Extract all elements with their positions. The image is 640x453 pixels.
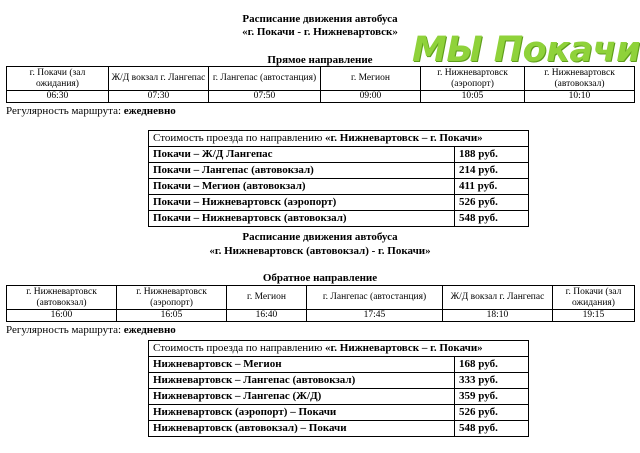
stop-cell: г. Нижневартовск (автовокзал) <box>525 67 635 91</box>
stop-cell: г. Нижневартовск (аэропорт) <box>421 67 525 91</box>
schedule-table-forward <box>6 66 635 103</box>
fare-header <box>149 131 529 147</box>
fare-route: Покачи – Ж/Д Лангепас <box>149 147 455 163</box>
time-cell: 19:15 <box>553 310 635 322</box>
fare-price: 188 руб. <box>455 147 529 163</box>
schedule-title-forward: Расписание движения автобуса <box>242 13 398 25</box>
time-cell: 16:40 <box>227 310 307 322</box>
fare-table-forward <box>148 130 529 227</box>
fare-table-back <box>148 340 529 437</box>
fare-row <box>149 163 529 179</box>
time-cell: 07:50 <box>209 91 321 103</box>
stop-cell: Ж/Д вокзал г. Лангепас <box>443 286 553 310</box>
schedule-table-back <box>6 285 635 322</box>
fare-header <box>149 341 529 357</box>
route-name-forward: «г. Покачи - г. Нижневартовск» <box>242 26 398 38</box>
stop-cell: г. Нижневартовск (аэропорт) <box>117 286 227 310</box>
fare-price: 548 руб. <box>455 421 529 437</box>
route-name-back: «г. Нижневартовск (автовокзал) - г. Покачи» <box>209 245 431 257</box>
regularity-forward <box>6 105 176 117</box>
fare-header-prefix: Стоимость проезда по направлению <box>153 132 323 144</box>
regularity-value: ежедневно <box>123 324 176 336</box>
fare-price: 359 руб. <box>455 389 529 405</box>
time-cell: 06:30 <box>7 91 109 103</box>
stop-cell: г. Покачи (зал ожидания) <box>7 67 109 91</box>
fare-row <box>149 211 529 227</box>
time-cell: 09:00 <box>321 91 421 103</box>
fare-price: 214 руб. <box>455 163 529 179</box>
time-cell: 18:10 <box>443 310 553 322</box>
direction-forward: Прямое направление <box>267 54 373 66</box>
fare-header-route: «г. Нижневартовск – г. Покачи» <box>325 132 483 144</box>
time-cell: 16:05 <box>117 310 227 322</box>
time-cell: 16:00 <box>7 310 117 322</box>
time-cell: 10:05 <box>421 91 525 103</box>
fare-row <box>149 405 529 421</box>
fare-price: 548 руб. <box>455 211 529 227</box>
fare-route: Покачи – Нижневартовск (автовокзал) <box>149 211 455 227</box>
stop-cell: г. Лангепас (автостанция) <box>307 286 443 310</box>
time-cell: 17:45 <box>307 310 443 322</box>
stop-cell: г. Мегион <box>227 286 307 310</box>
regularity-back <box>6 324 176 336</box>
time-cell: 10:10 <box>525 91 635 103</box>
fare-row <box>149 389 529 405</box>
fare-route: Покачи – Лангепас (автовокзал) <box>149 163 455 179</box>
regularity-label: Регулярность маршрута: <box>6 324 122 336</box>
my-pokachi-logo: МЫ Покачи <box>412 30 640 70</box>
fare-price: 333 руб. <box>455 373 529 389</box>
fare-row <box>149 147 529 163</box>
fare-price: 526 руб. <box>455 405 529 421</box>
regularity-value: ежедневно <box>123 105 176 117</box>
direction-back: Обратное направление <box>262 272 378 284</box>
stop-cell: г. Покачи (зал ожидания) <box>553 286 635 310</box>
fare-route: Нижневартовск – Мегион <box>149 357 455 373</box>
fare-row <box>149 179 529 195</box>
fare-row <box>149 195 529 211</box>
fare-route: Нижневартовск (автовокзал) – Покачи <box>149 421 455 437</box>
fare-route: Покачи – Нижневартовск (аэропорт) <box>149 195 455 211</box>
stop-cell: г. Нижневартовск (автовокзал) <box>7 286 117 310</box>
fare-route: Покачи – Мегион (автовокзал) <box>149 179 455 195</box>
fare-price: 411 руб. <box>455 179 529 195</box>
fare-price: 168 руб. <box>455 357 529 373</box>
fare-row <box>149 357 529 373</box>
stop-cell: Ж/Д вокзал г. Лангепас <box>109 67 209 91</box>
fare-row <box>149 373 529 389</box>
fare-route: Нижневартовск – Лангепас (Ж/Д) <box>149 389 455 405</box>
stop-cell: г. Лангепас (автостанция) <box>209 67 321 91</box>
stop-cell: г. Мегион <box>321 67 421 91</box>
fare-route: Нижневартовск (аэропорт) – Покачи <box>149 405 455 421</box>
schedule-title-back: Расписание движения автобуса <box>242 231 398 243</box>
time-cell: 07:30 <box>109 91 209 103</box>
fare-row <box>149 421 529 437</box>
fare-header-prefix: Стоимость проезда по направлению <box>153 342 323 354</box>
regularity-label: Регулярность маршрута: <box>6 105 122 117</box>
fare-price: 526 руб. <box>455 195 529 211</box>
fare-header-route: «г. Нижневартовск – г. Покачи» <box>325 342 483 354</box>
fare-route: Нижневартовск – Лангепас (автовокзал) <box>149 373 455 389</box>
